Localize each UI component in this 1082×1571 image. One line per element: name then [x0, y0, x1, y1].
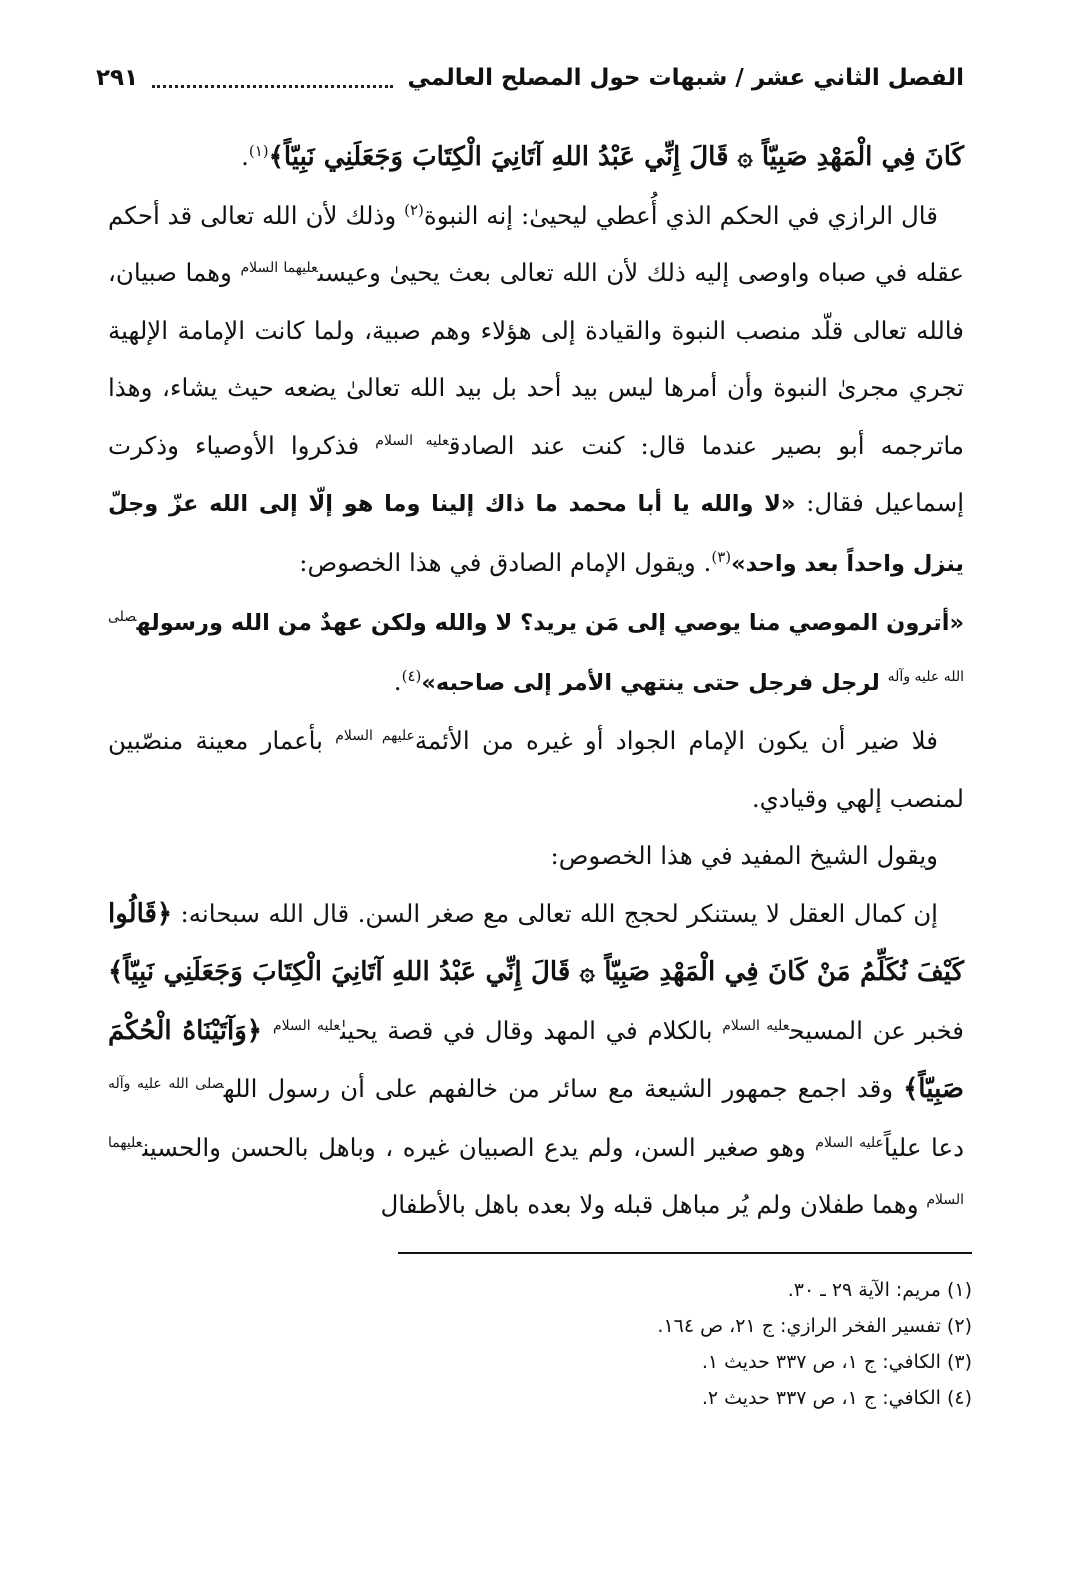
chapter-title: الفصل الثاني عشر / شبهات حول المصلح العالمي — [407, 65, 964, 91]
honorific-glyph: صلى الله عليه وآله — [108, 1075, 224, 1092]
paragraph-mufid: إن كمال العقل لا يستنكر لحجج الله تعالى مع صغر السن. قال الله سبحانه: ﴿قَالُوا كَيْفَ نُكَلِّمُ مَنْ كَانَ فِي الْمَهْدِ صَبِيّاً ۞ قَالَ إِنِّي عَبْدُ اللهِ آتَانِيَ الْكِتَابَ وَجَعَلَنِي نَبِيّاً﴾ فخبر عن المسيح$^{عليه السلام}$ بالكلام في المهد وقال في قصة يحيىٰ$^{عليه السلام}$ ﴿وَآتَيْنَاهُ الْحُكْمَ صَبِيّاً﴾ وقد اجمع جمهور الشيعة مع سائر من خالفهم على أن رسول الله$^{صلى الله عليه وآله}$ دعا علياً$^{عليه السلام}$ وهو صغير السن، ولم يدع الصبيان غيره ، وباهل بالحسن والحسين$^{عليهما السلام}$ وهما طفلان ولم يُر مباهل قبله ولا بعده باهل بالأطفال — [108, 898, 965, 1219]
honorific-glyph: عليه السلام — [815, 1134, 884, 1151]
hadith-quote: «أترون الموصي منا يوصي إلى مَن يريد؟ لا والله ولكن عهدٌ من الله ورسوله — [136, 610, 964, 636]
page-number: ٢٩١ — [96, 65, 139, 91]
running-header — [96, 58, 964, 98]
honorific-glyph: عليهم السلام — [335, 727, 415, 744]
body-text — [108, 128, 964, 1234]
quran-verse: كَانَ فِي الْمَهْدِ صَبِيّاً ۞ قَالَ إِنِّي عَبْدُ اللهِ آتَانِيَ الْكِتَابَ وَجَعَلَنِي نَبِيّاً﴾ — [268, 142, 964, 172]
honorific-glyph: عليهما السلام — [240, 259, 318, 276]
header-dot-leader — [152, 69, 393, 88]
footnotes — [108, 1272, 972, 1416]
footnote-ref: (١) — [248, 141, 269, 160]
hadith-quote: «لا والله يا أبا محمد ما ذاك إلينا وما هو إلّا إلى الله عزّ وجلّ ينزل واحداً بعد واحد» — [108, 491, 964, 577]
honorific-glyph: صلى الله عليه وآله — [108, 608, 964, 685]
footnote-3: (٣) الكافي: ج ١، ص ٣٣٧ حديث ١. — [701, 1351, 972, 1373]
footnote-ref: (٤) — [401, 666, 422, 685]
paragraph-mufid-intro: ويقول الشيخ المفيد في هذا الخصوص: — [550, 841, 938, 870]
footnote-1: (١) مريم: الآية ٢٩ ـ ٣٠. — [787, 1279, 972, 1301]
paragraph-razi: قال الرازي في الحكم الذي أُعطي ليحيىٰ: إنه النبوة$^{(٢)}$ وذلك لأن الله تعالى قد أحكم عقله في صباه واوصى إليه ذلك لأن الله تعالى بعث يحيىٰ وعيسى$^{عليهما السلام}$ وهما صبيان، فالله تعالى قلّد منصب النبوة والقيادة إلى هؤلاء وهم صبية، ولما كانت الإمامة الإلهية تجري مجرىٰ النبوة وأن أمرها ليس بيد أحد بل بيد الله تعالىٰ يضعه حيث يشاء، وهذا ماترجمه أبو بصير عندما قال: كنت عند الصادق$^{عليه السلام}$ فذكروا الأوصياء وذكرت إسماعيل فقال: «لا والله يا أبا محمد ما ذاك إلينا وما هو إلّا إلى الله عزّ وجلّ ينزل واحداً بعد واحد»$^{(٣)}$. ويقول الإمام الصادق في هذا الخصوص: — [108, 200, 964, 577]
footnote-ref: (٢) — [404, 200, 424, 219]
footnote-2: (٢) تفسير الفخر الرازي: ج ٢١، ص ١٦٤. — [657, 1315, 972, 1337]
paragraph-quran-continuation: كَانَ فِي الْمَهْدِ صَبِيّاً ۞ قَالَ إِنِّي عَبْدُ اللهِ آتَانِيَ الْكِتَابَ وَجَعَلَنِي نَبِيّاً﴾$^{(١)}$. — [241, 141, 964, 172]
paragraph-jawad: فلا ضير أن يكون الإمام الجواد أو غيره من الأئمة$^{عليهم السلام}$ بأعمار معينة منصّبين لمنصب إلهي وقيادي. — [108, 726, 964, 813]
paragraph-hadith: «أترون الموصي منا يوصي إلى مَن يريد؟ لا والله ولكن عهدٌ من الله ورسوله$^{صلى الله عليه وآله}$ لرجل فرجل حتى ينتهي الأمر إلى صاحبه»$^{(٤)}$. — [108, 608, 964, 696]
footnote-divider — [398, 1252, 972, 1254]
honorific-glyph: عليهما السلام — [108, 1134, 964, 1208]
footnote-4: (٤) الكافي: ج ١، ص ٣٣٧ حديث ٢. — [701, 1387, 972, 1409]
honorific-glyph: عليه السلام — [375, 432, 449, 449]
quran-verse: ﴿وَآتَيْنَاهُ الْحُكْمَ صَبِيّاً﴾ — [108, 1015, 964, 1104]
honorific-glyph: عليه السلام — [722, 1017, 790, 1034]
footnote-ref: (٣) — [711, 547, 732, 566]
quran-verse: ﴿قَالُوا كَيْفَ نُكَلِّمُ مَنْ كَانَ فِي الْمَهْدِ صَبِيّاً ۞ قَالَ إِنِّي عَبْدُ اللهِ آتَانِيَ الْكِتَابَ وَجَعَلَنِي نَبِيّاً﴾ — [108, 898, 964, 987]
honorific-glyph: عليه السلام — [273, 1017, 341, 1034]
